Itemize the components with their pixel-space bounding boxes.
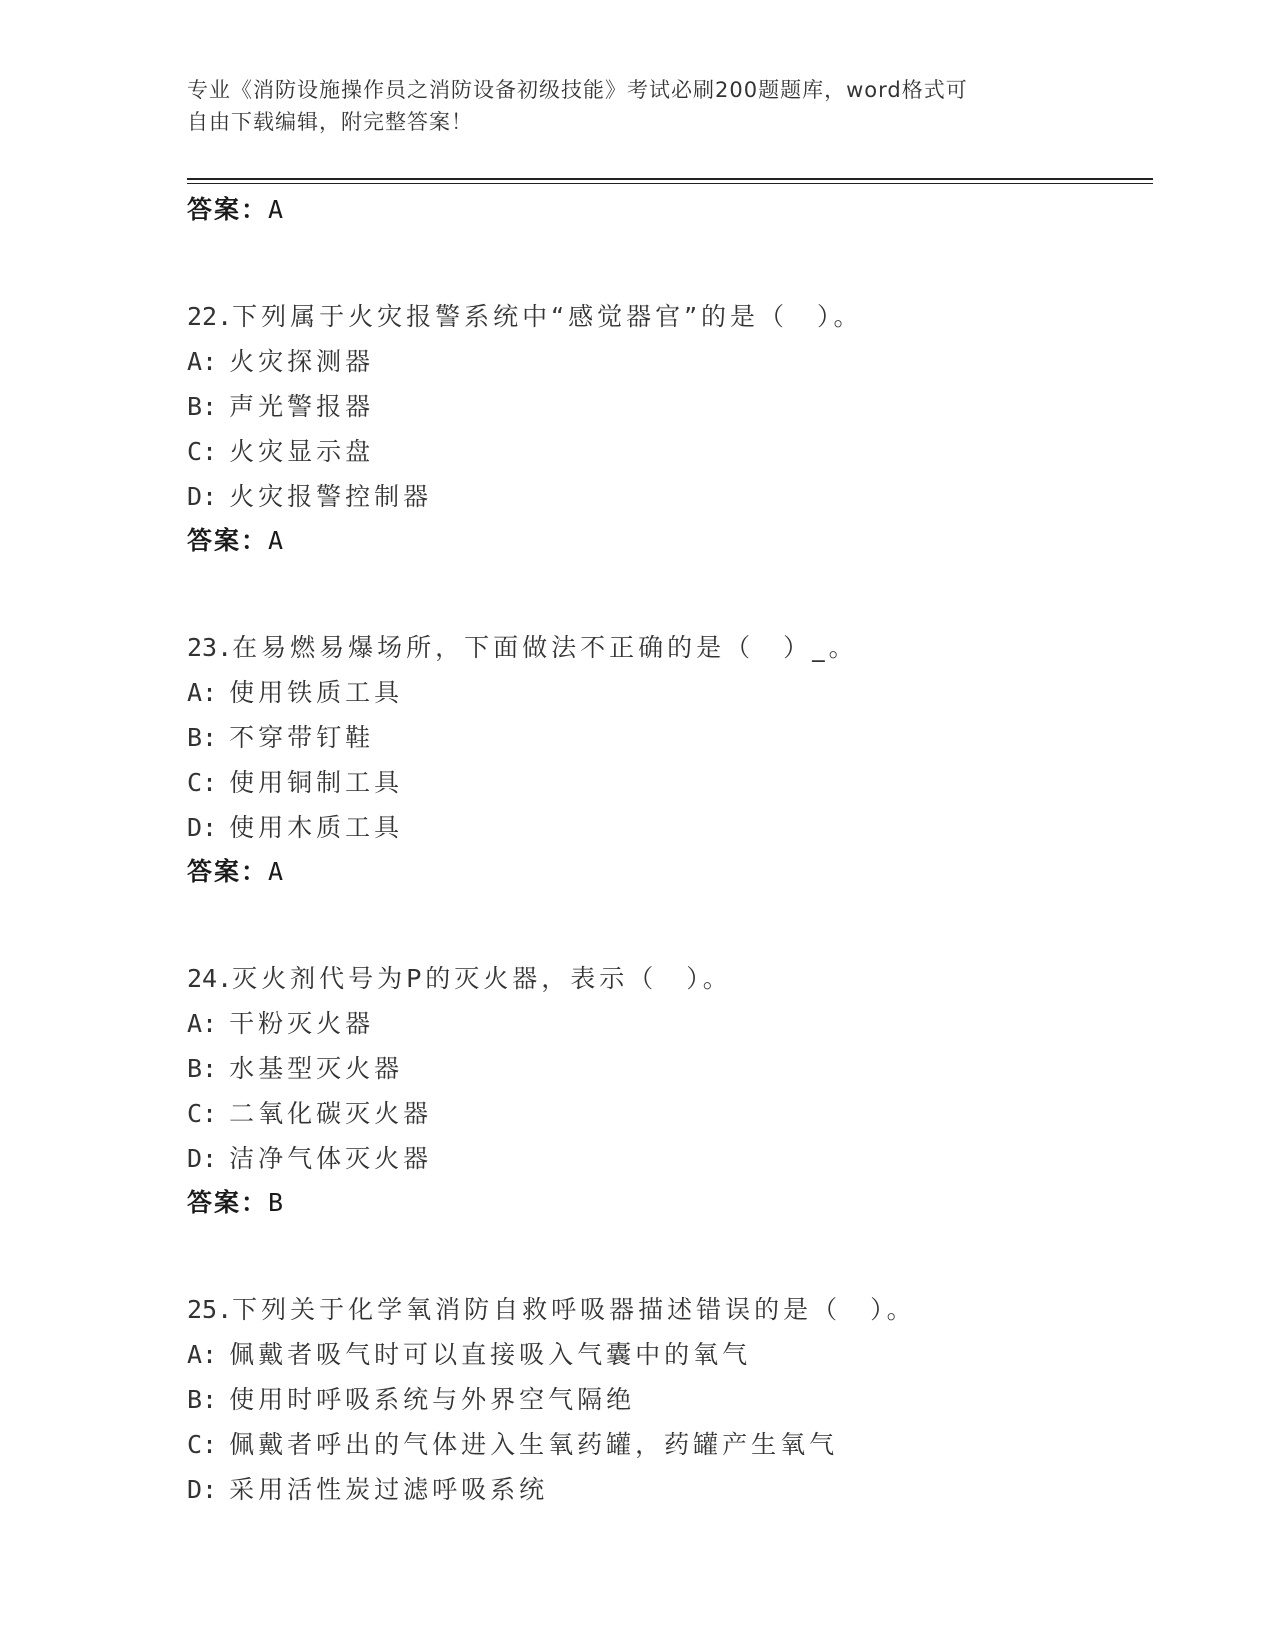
option-text: 干粉灭火器 xyxy=(229,1009,375,1038)
option-a xyxy=(187,1001,1153,1046)
option-letter: C: xyxy=(187,437,218,466)
option-letter: D: xyxy=(187,1475,218,1504)
option-a xyxy=(187,1332,1153,1377)
option-c xyxy=(187,760,1153,805)
option-b xyxy=(187,1377,1153,1422)
option-text: 使用铁质工具 xyxy=(229,678,404,707)
question-block xyxy=(187,294,1153,563)
option-letter: A: xyxy=(187,1009,218,1038)
answer-line xyxy=(187,519,1153,563)
option-b xyxy=(187,715,1153,760)
answer-label: 答案： xyxy=(187,857,269,886)
option-text: 不穿带钉鞋 xyxy=(229,723,375,752)
question-block xyxy=(187,625,1153,894)
question-text: 下列关于化学氧消防自救呼吸器描述错误的是（ ）。 xyxy=(232,1295,916,1324)
question-stem xyxy=(187,625,1153,670)
option-letter: C: xyxy=(187,1430,218,1459)
option-letter: D: xyxy=(187,813,218,842)
option-letter: B: xyxy=(187,1054,218,1083)
document-header xyxy=(187,74,1087,138)
option-letter: D: xyxy=(187,482,218,511)
question-block xyxy=(187,1287,1153,1512)
option-text: 使用时呼吸系统与外界空气隔绝 xyxy=(229,1385,636,1414)
answer-line xyxy=(187,188,1153,232)
option-b xyxy=(187,384,1153,429)
option-letter: A: xyxy=(187,678,218,707)
question-number: 24. xyxy=(187,964,233,993)
option-text: 佩戴者呼出的气体进入生氧药罐，药罐产生氧气 xyxy=(229,1430,839,1459)
question-number: 23. xyxy=(187,633,233,662)
option-letter: A: xyxy=(187,347,218,376)
answer-label: 答案： xyxy=(187,1188,269,1217)
option-text: 洁净气体灭火器 xyxy=(229,1144,433,1173)
option-d xyxy=(187,474,1153,519)
answer-line xyxy=(187,1181,1153,1225)
option-a xyxy=(187,339,1153,384)
option-d xyxy=(187,1467,1153,1512)
option-text: 火灾探测器 xyxy=(229,347,375,376)
option-letter: A: xyxy=(187,1340,218,1369)
option-letter: B: xyxy=(187,392,218,421)
answer-label: 答案： xyxy=(187,526,269,555)
option-text: 佩戴者吸气时可以直接吸入气囊中的氧气 xyxy=(229,1340,752,1369)
option-letter: D: xyxy=(187,1144,218,1173)
answer-label: 答案： xyxy=(187,195,269,224)
option-text: 水基型灭火器 xyxy=(229,1054,404,1083)
answer-value: A xyxy=(268,526,284,555)
option-letter: C: xyxy=(187,768,218,797)
option-letter: C: xyxy=(187,1099,218,1128)
answer-line xyxy=(187,850,1153,894)
header-divider-thin xyxy=(187,183,1153,184)
question-stem xyxy=(187,956,1153,1001)
option-c xyxy=(187,1422,1153,1467)
option-text: 声光警报器 xyxy=(229,392,375,421)
question-stem xyxy=(187,1287,1153,1332)
option-d xyxy=(187,1136,1153,1181)
question-list xyxy=(187,188,1153,1512)
question-text: 灭火剂代号为P的灭火器，表示（ ）。 xyxy=(232,964,732,993)
option-text: 二氧化碳灭火器 xyxy=(229,1099,433,1128)
option-d xyxy=(187,805,1153,850)
question-number: 25. xyxy=(187,1295,233,1324)
option-c xyxy=(187,1091,1153,1136)
option-text: 使用木质工具 xyxy=(229,813,404,842)
option-text: 采用活性炭过滤呼吸系统 xyxy=(229,1475,549,1504)
option-letter: B: xyxy=(187,1385,218,1414)
question-text: 下列属于火灾报警系统中“感觉器官”的是（ ）。 xyxy=(232,302,863,331)
option-c xyxy=(187,429,1153,474)
option-a xyxy=(187,670,1153,715)
answer-value: A xyxy=(268,195,284,224)
question-stem xyxy=(187,294,1153,339)
question-text: 在易燃易爆场所，下面做法不正确的是（ ）_。 xyxy=(232,633,858,662)
option-text: 使用铜制工具 xyxy=(229,768,404,797)
header-line-2: 自由下载编辑，附完整答案！ xyxy=(187,110,473,134)
option-text: 火灾显示盘 xyxy=(229,437,375,466)
question-number: 22. xyxy=(187,302,233,331)
answer-value: B xyxy=(268,1188,284,1217)
answer-value: A xyxy=(268,857,284,886)
option-b xyxy=(187,1046,1153,1091)
option-text: 火灾报警控制器 xyxy=(229,482,433,511)
header-line-1: 专业《消防设施操作员之消防设备初级技能》考试必刷200题题库，word格式可 xyxy=(187,78,968,102)
question-block xyxy=(187,956,1153,1225)
header-divider-thick xyxy=(187,178,1153,180)
option-letter: B: xyxy=(187,723,218,752)
